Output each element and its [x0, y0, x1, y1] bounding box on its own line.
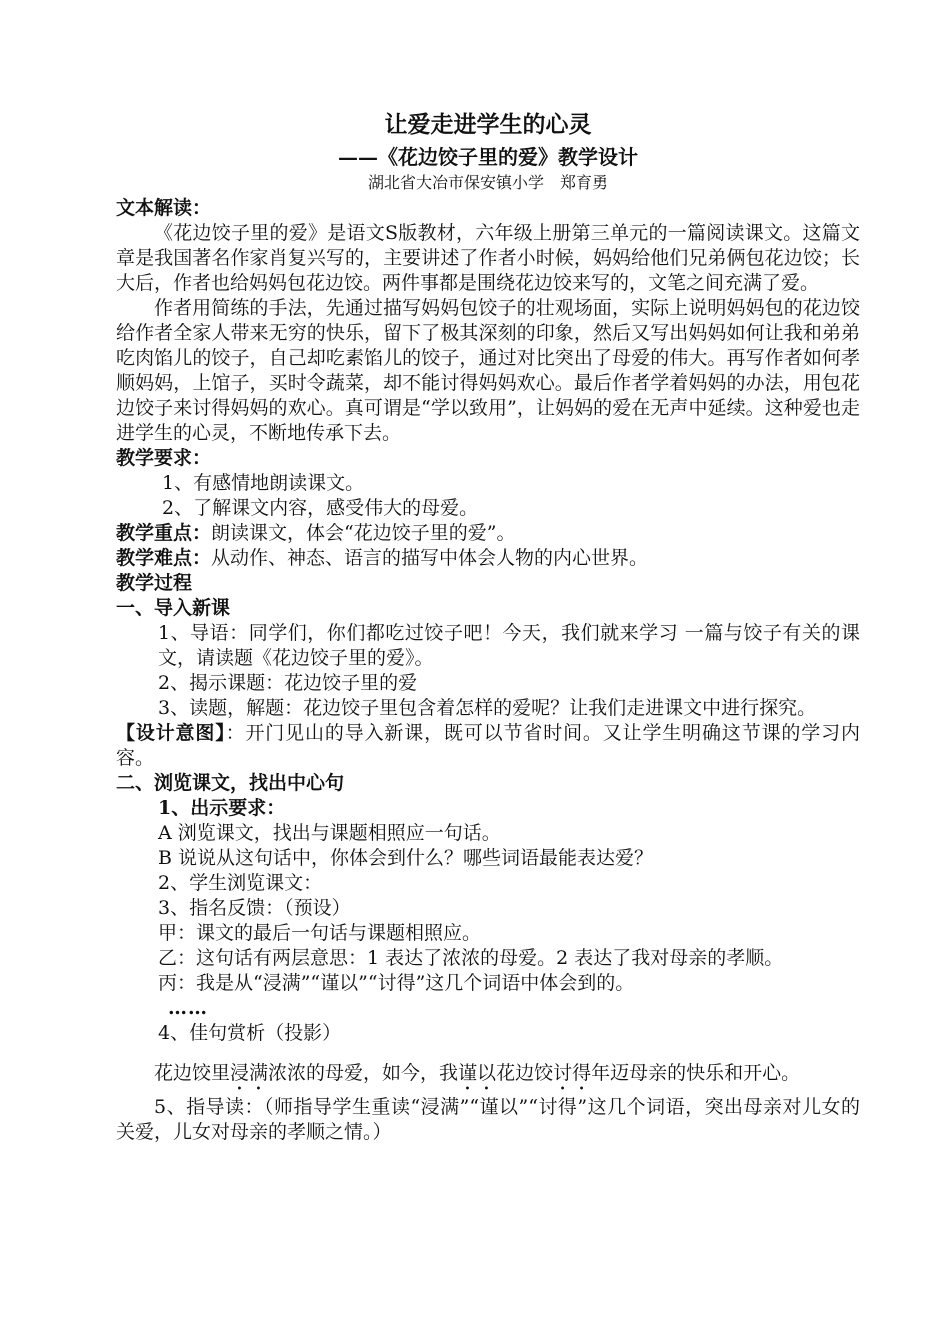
difficulty-label: 教学难点：: [116, 547, 212, 569]
difficulty-line: [116, 546, 860, 571]
requirement-2: 2、了解课文内容，感受伟大的母爱。: [162, 497, 479, 519]
quote-emphasis-1: 浸满: [230, 1062, 269, 1084]
design-intent-text: ：开门见山的导入新课，既可以节省时间。又让学生明确这节课的学习内容。: [116, 722, 860, 769]
part2-answer-yi: 乙：这句话有两层意思：1 表达了浓浓的母爱。2 表达了我对母亲的孝顺。: [158, 947, 784, 969]
part1-item-3: 3、读题，解题：花边饺子里包含着怎样的爱呢？让我们走进课文中进行探究。: [158, 697, 817, 719]
section-process-heading: 教学过程: [116, 572, 193, 594]
part2-item-3: 3、指名反馈：（预设）: [158, 897, 351, 919]
part2-item-5: 5、指导读：（师指导学生重读“浸满”“谨以”“讨得”这几个词语，突出母亲对儿女的关爱，儿女对母亲的孝顺之情。）: [116, 1096, 860, 1143]
part1-heading: 一、导入新课: [116, 597, 231, 619]
doc-subtitle: ——《花边饺子里的爱》教学设计: [338, 145, 638, 169]
section-text-reading-heading: 文本解读：: [116, 197, 212, 219]
doc-author: 湖北省大冶市保安镇小学 郑育勇: [367, 173, 608, 192]
quote-part-b: 浓浓的母爱，如今，我: [268, 1062, 459, 1084]
quote-emphasis-3: 讨得: [553, 1062, 592, 1084]
quote-part-c: 花边饺: [496, 1062, 554, 1084]
difficulty-text: 从动作、神态、语言的描写中体会人物的内心世界。: [211, 547, 649, 569]
text-paragraph-2: 作者用简练的手法，先通过描写妈妈包饺子的壮观场面，实际上说明妈妈包的花边饺给作者全家人带来无穷的快乐，留下了极其深刻的印象，然后又写出妈妈如何让我和弟弟吃肉馅儿的饺子，自己却吃素馅儿的饺子，通过对比突出了母爱的伟大。再写作者如何孝顺妈妈，上馆子，买时令蔬菜，却不能讨得妈妈欢心。最后作者学着妈妈的办法，用包花边饺子来讨得妈妈的欢心。真可谓是“学以致用”，让妈妈的爱在无声中延续。这种爱也走进学生的心灵，不断地传承下去。: [116, 297, 860, 444]
part2-item-2: 2、学生浏览课文：: [158, 872, 323, 894]
part2-heading: 二、浏览课文，找出中心句: [116, 772, 345, 794]
quote-emphasis-2: 谨以: [458, 1062, 497, 1084]
part2-item-1: 1、出示要求：: [158, 797, 286, 819]
part2-item-4: 4、佳句赏析（投影）: [158, 1022, 342, 1044]
requirement-1: 1、有感情地朗读课文。: [162, 472, 365, 494]
doc-title: 让爱走进学生的心灵: [384, 111, 592, 138]
key-point-text: 朗读课文，体会“花边饺子里的爱”。: [211, 522, 516, 544]
ellipsis: ……: [168, 997, 208, 1019]
quote-part-a: 花边饺里: [154, 1062, 231, 1084]
design-intent-line: [116, 721, 860, 771]
section-requirements-heading: 教学要求：: [116, 447, 212, 469]
part2-answer-bing: 丙：我是从“浸满”“谨以”“讨得”这几个词语中体会到的。: [158, 972, 635, 994]
part2-answer-jia: 甲：课文的最后一句话与课题相照应。: [158, 922, 482, 944]
key-point-line: [116, 521, 860, 546]
part1-item-1: 1、导语：同学们，你们都吃过饺子吧！今天，我们就来学习 一篇与饺子有关的课文，请读题《花边饺子里的爱》。: [158, 622, 860, 669]
design-intent-label: 【设计意图】: [116, 722, 226, 744]
quote-part-d: 年迈母亲的快乐和开心。: [591, 1062, 801, 1084]
part2-item-a: A 浏览课文，找出与课题相照应一句话。: [158, 822, 501, 844]
quoted-sentence: [116, 1054, 860, 1095]
part2-item-b: B 说说从这句话中，你体会到什么？哪些词语最能表达爱？: [158, 847, 654, 869]
part1-item-2: 2、揭示课题：花边饺子里的爱: [158, 672, 418, 694]
key-point-label: 教学重点：: [116, 522, 212, 544]
text-paragraph-1: 《花边饺子里的爱》是语文S版教材，六年级上册第三单元的一篇阅读课文。这篇文章是我国著名作家肖复兴写的，主要讲述了作者小时候，妈妈给他们兄弟俩包花边饺；长大后，作者也给妈妈包花边饺。两件事都是围绕花边饺来写的，文笔之间充满了爱。: [116, 222, 860, 294]
